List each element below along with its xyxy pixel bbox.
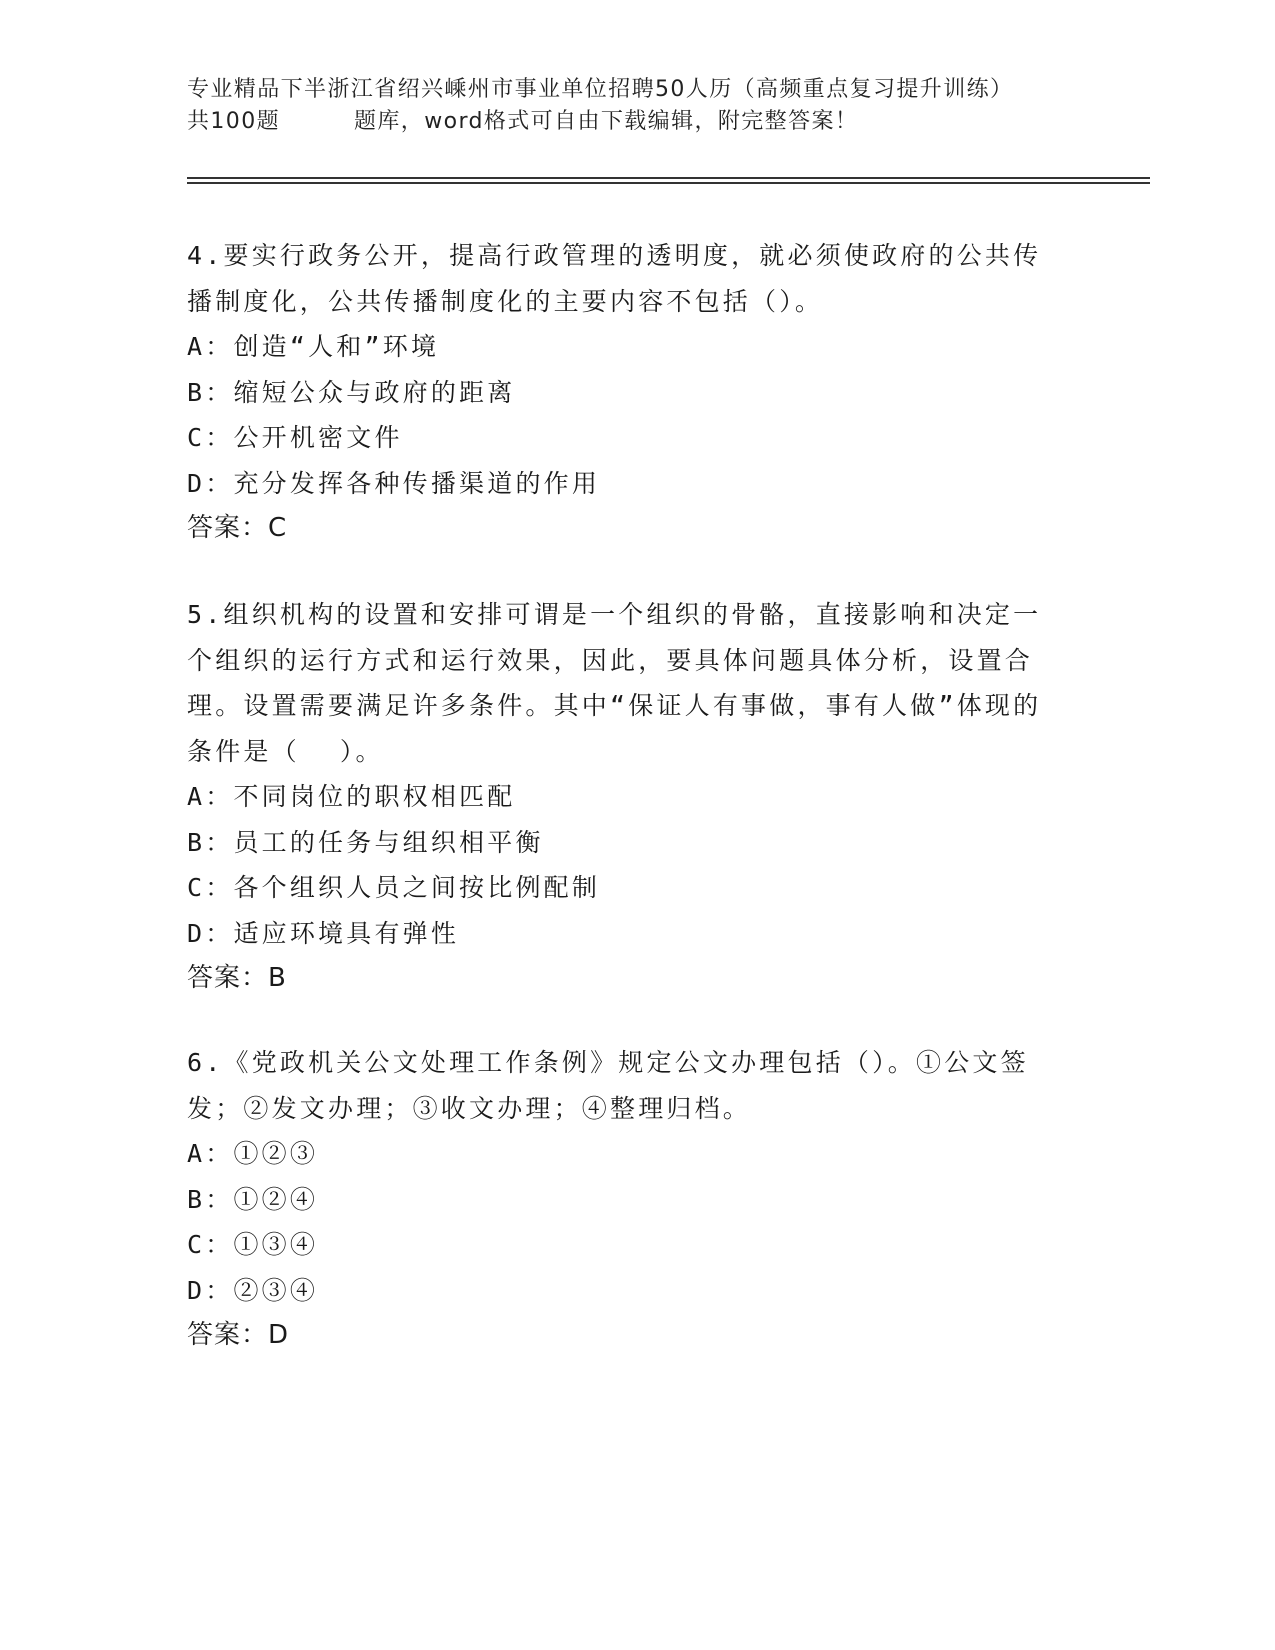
answer: 答案：C (187, 513, 288, 543)
question-stem: 6.《党政机关公文处理工作条例》规定公文办理包括（）。①公文签发；②发文办理；③收文办理；④整理归档。 (187, 1048, 1029, 1123)
header-count: 共100题 (187, 109, 280, 134)
header-subtitle: 题库，word格式可自由下载编辑，附完整答案！ (354, 109, 859, 134)
option-b: B：员工的任务与组织相平衡 (187, 827, 544, 857)
answer: 答案：B (187, 963, 287, 993)
header-divider-top (187, 177, 1150, 179)
answer: 答案：D (187, 1320, 290, 1350)
option-d: D：适应环境具有弹性 (187, 918, 460, 948)
option-a: A：创造“人和”环境 (187, 332, 440, 361)
question-4 (187, 233, 1057, 552)
option-a: A：①②③ (187, 1139, 319, 1168)
option-b: B：①②④ (187, 1184, 319, 1214)
question-5 (187, 592, 1057, 1002)
question-stem (187, 592, 1057, 774)
question-stem: 4.要实行政务公开，提高行政管理的透明度，就必须使政府的公共传播制度化，公共传播制度化的主要内容不包括（）。 (187, 241, 1042, 316)
header-title-line1: 专业精品下半浙江省绍兴嵊州市事业单位招聘50人历（高频重点复习提升训练） (187, 77, 1014, 102)
option-d: D：②③④ (187, 1275, 319, 1305)
header-title-line2 (187, 106, 1087, 138)
option-b: B：缩短公众与政府的距离 (187, 377, 516, 407)
document-header (187, 74, 1087, 138)
option-c: C：各个组织人员之间按比例配制 (187, 873, 601, 902)
question-stem-end: ）。 (339, 736, 384, 766)
option-c: C：①③④ (187, 1230, 319, 1259)
header-divider-bottom (187, 182, 1150, 184)
question-stem-text: 5.组织机构的设置和安排可谓是一个组织的骨骼，直接影响和决定一个组织的运行方式和运行效果，因此，要具体问题具体分析，设置合理。设置需要满足许多条件。其中“保证人有事做，事有人做”体现的条件是（ (187, 600, 1042, 766)
option-c: C：公开机密文件 (187, 423, 403, 452)
option-a: A：不同岗位的职权相匹配 (187, 782, 516, 811)
option-d: D：充分发挥各种传播渠道的作用 (187, 468, 601, 498)
question-6 (187, 1040, 1057, 1359)
